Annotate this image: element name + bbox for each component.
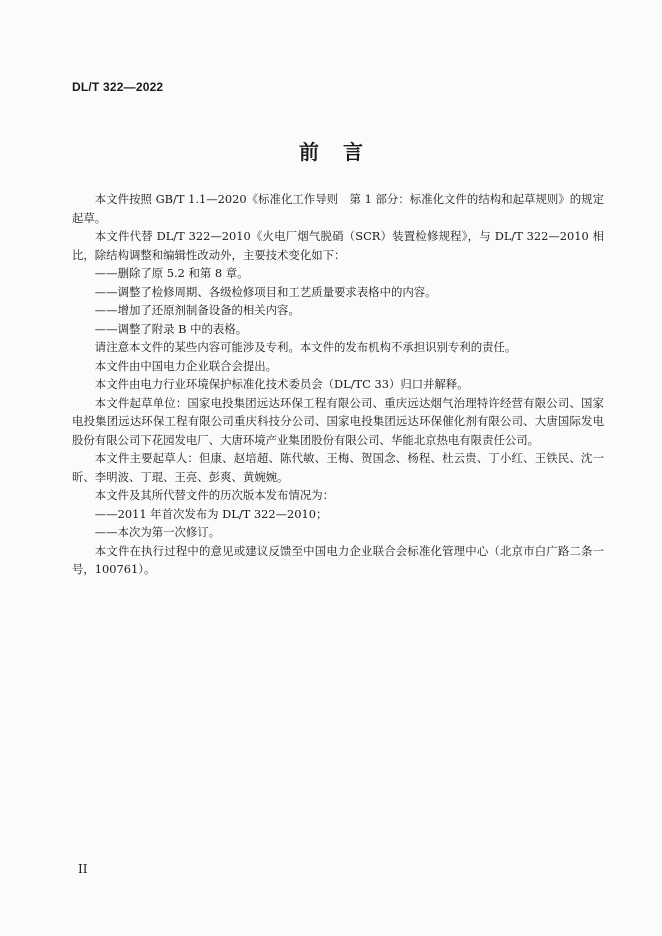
- paragraph-drafting-units: 本文件起草单位：国家电投集团远达环保工程有限公司、重庆远达烟气治理特许经营有限公司、国家电投集团远达环保工程有限公司重庆科技分公司、国家电投集团远达环保催化剂有限公司、大唐国际发电股份有限公司下花园发电厂、大唐环境产业集团股份有限公司、华能北京热电有限责任公司。: [72, 395, 604, 447]
- history-item: ——2011 年首次发布为 DL/T 322—2010；: [94, 506, 328, 521]
- document-code: DL/T 322—2022: [72, 80, 164, 94]
- history-item: ——本次为第一次修订。: [94, 525, 221, 539]
- page-number: II: [78, 862, 88, 876]
- paragraph-replacement: 本文件代替 DL/T 322—2010《火电厂烟气脱硝（SCR）装置检修规程》，与 DL/T 322—2010 相比，除结构调整和编辑性改动外，主要技术变化如下：: [72, 229, 604, 262]
- document-body: [72, 190, 604, 579]
- change-item: ——增加了还原剂制备设备的相关内容。: [94, 303, 300, 317]
- paragraph-drafters: 本文件主要起草人：但康、赵培超、陈代敏、王梅、贺国念、杨程、杜云贵、丁小红、王铁民、沈一昕、李明波、丁琨、王亮、彭爽、黄婉婉。: [72, 451, 604, 484]
- paragraph-history-intro: 本文件及其所代替文件的历次版本发布情况为：: [94, 488, 335, 502]
- page-title: 前言: [299, 140, 387, 164]
- change-item: ——删除了原 5.2 和第 8 章。: [94, 266, 249, 280]
- change-item: ——调整了检修周期、各级检修项目和工艺质量要求表格中的内容。: [94, 284, 437, 299]
- change-item: ——调整了附录 B 中的表格。: [94, 321, 248, 336]
- paragraph-patent-notice: 请注意本文件的某些内容可能涉及专利。本文件的发布机构不承担识别专利的责任。: [94, 340, 517, 354]
- paragraph-feedback: 本文件在执行过程中的意见或建议反馈至中国电力企业联合会标准化管理中心（北京市白广路二条一号，100761）。: [72, 543, 604, 576]
- paragraph-drafting-rules: 本文件按照 GB/T 1.1—2020《标准化工作导则 第 1 部分：标准化文件的结构和起草规则》的规定起草。: [72, 192, 604, 225]
- paragraph-proposed-by: 本文件由中国电力企业联合会提出。: [94, 358, 278, 373]
- paragraph-committee: 本文件由电力行业环境保护标准化技术委员会（DL/TC 33）归口并解释。: [94, 377, 469, 391]
